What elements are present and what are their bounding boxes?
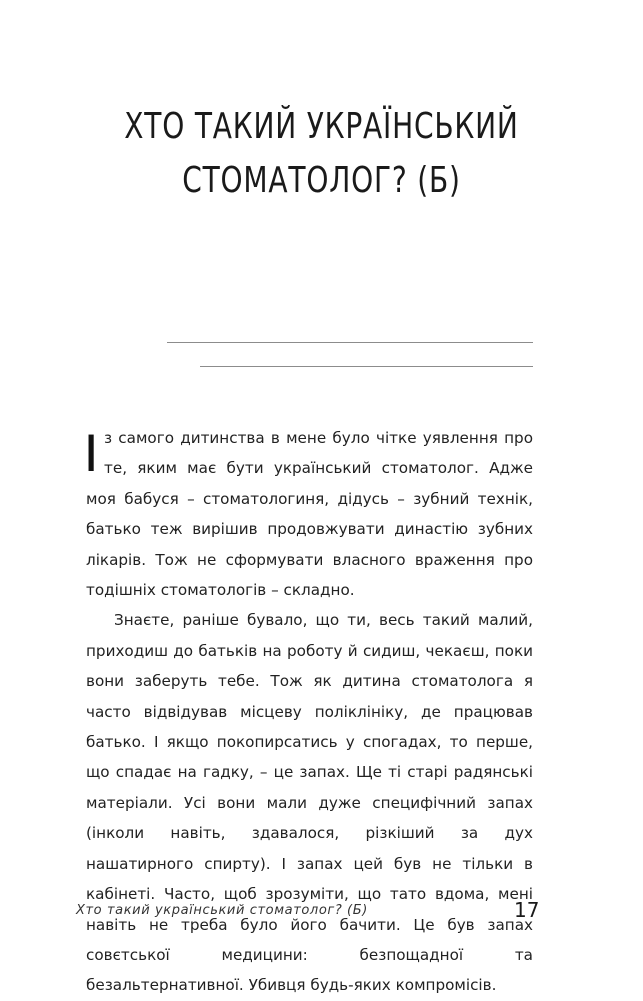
decorative-rule-top xyxy=(167,342,533,343)
drop-cap: І xyxy=(86,425,97,483)
page-number: 17 xyxy=(514,898,540,922)
running-footer-title: Хто такий український стоматолог? (Б) xyxy=(76,903,368,918)
decorative-rule-bottom xyxy=(200,366,533,367)
paragraph-1 xyxy=(86,423,533,605)
chapter-title-line-2: СТОМАТОЛОГ? (Б) xyxy=(182,160,461,201)
paragraph-1-text: з самого дитинства в мене було чітке уявлення про те, яким має бути український стоматолог. Адже моя бабуся – стоматологиня, дідусь – зубний технік, батько теж вирішив продовжувати династію зубних лікарів. Тож не сформувати власного враження про тодішніх стоматологів – складно. xyxy=(86,429,533,600)
chapter-title-line-1: ХТО ТАКИЙ УКРАЇНСЬКИЙ xyxy=(124,106,519,147)
paragraph-2: Знаєте, раніше бувало, що ти, весь такий малий, приходиш до батьків на роботу й сидиш, чекаєш, поки вони заберуть тебе. Тож як дитина стоматолога я часто відвідував місцеву поліклініку, де працював батько. І якщо покопирсатись у спогадах, то перше, що спадає на гадку, – це запах. Ще ті старі радянські матеріали. Усі вони мали дуже специфічний запах (інколи навіть, здавалося, різкіший за дух нашатирного спирту). І запах цей був не тільки в кабінеті. Часто, щоб зрозуміти, що тато вдома, мені навіть не треба було його бачити. Це був запах совєтської медицини: безпощадної та безальтернативної. Убивця будь-яких компромісів. xyxy=(86,611,533,995)
